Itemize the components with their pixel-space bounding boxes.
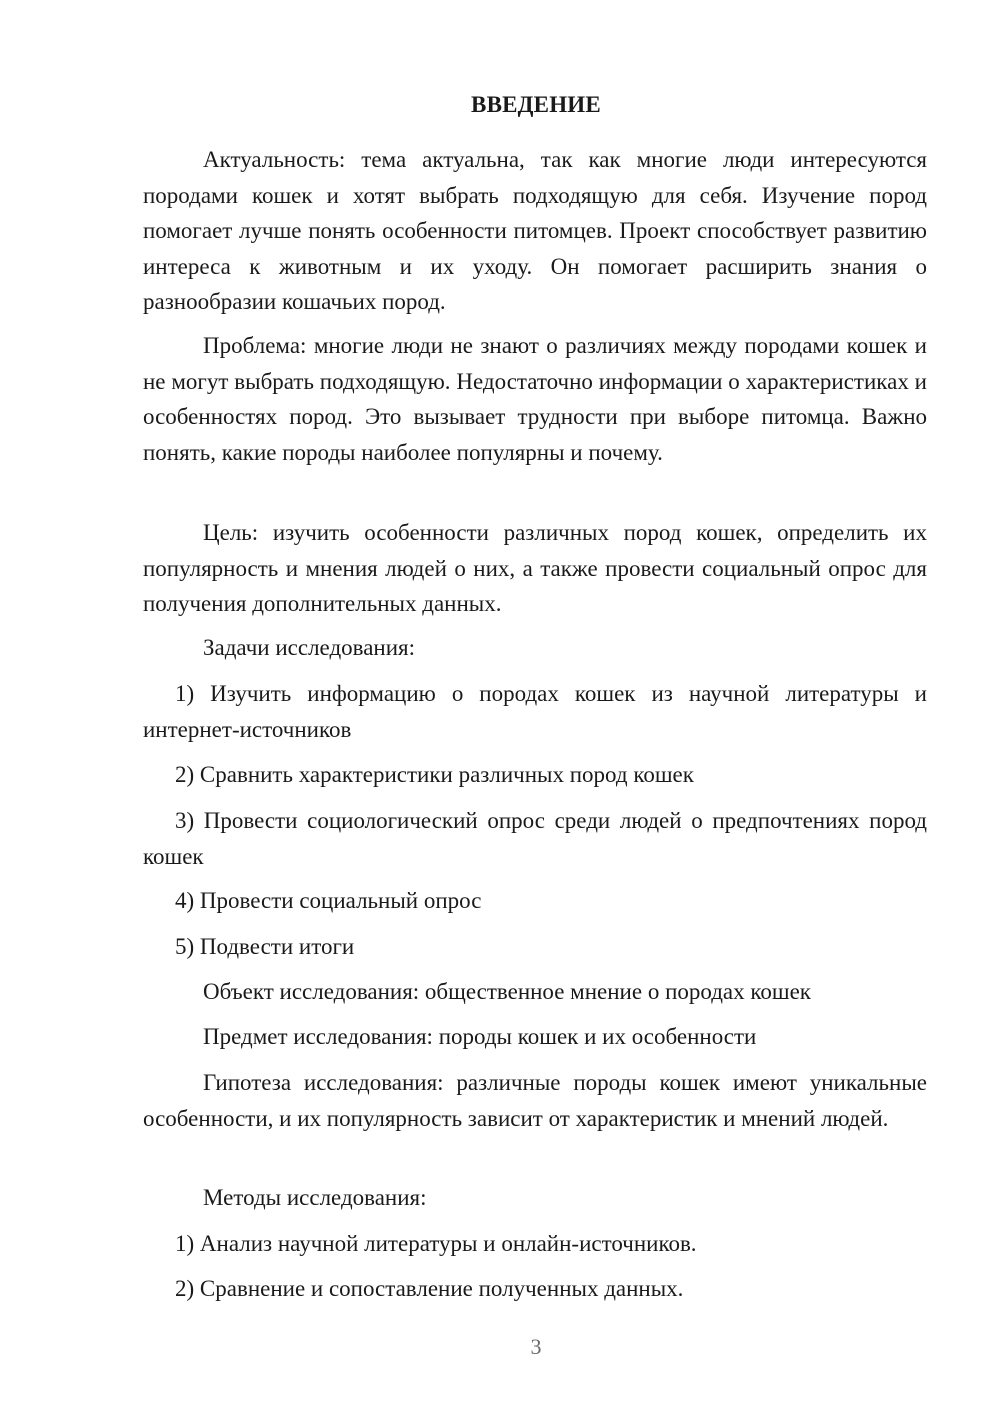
paragraph-problem: Проблема: многие люди не знают о различиях между породами кошек и не могут выбрать подходящую. Недостаточно информации о характеристиках и особенностях пород. Это вызывает трудности при выборе питомца. Важно понять, какие породы наиболее популярны и почему. [143,333,927,465]
paragraph-goal: Цель: изучить особенности различных пород кошек, определить их популярность и мнения людей о них, а также провести социальный опрос для получения дополнительных данных. [143,520,927,616]
page-number: 3 [530,1334,542,1359]
paragraph-subject: Предмет исследования: породы кошек и их особенности [203,1024,757,1049]
method-item-1: 1) Анализ научной литературы и онлайн-источников. [175,1231,697,1256]
task-item-5: 5) Подвести итоги [175,934,355,959]
paragraph-hypothesis: Гипотеза исследования: различные породы кошек имеют уникальные особенности, и их популярность зависит от характеристик и мнений людей. [143,1070,927,1131]
task-item-1: 1) Изучить информацию о породах кошек из научной литературы и интернет-источников [143,681,927,742]
paragraph-relevance: Актуальность: тема актуальна, так как многие люди интересуются породами кошек и хотят выбрать подходящую для себя. Изучение пород помогает лучше понять особенности питомцев. Проект способствует развитию интереса к животным и их уходу. Он помогает расширить знания о разнообразии кошачьих пород. [143,147,927,314]
task-item-4: 4) Провести социальный опрос [175,888,482,913]
page-title: ВВЕДЕНИЕ [471,92,601,117]
tasks-heading: Задачи исследования: [203,635,416,660]
task-item-2: 2) Сравнить характеристики различных пород кошек [175,762,694,787]
methods-heading: Методы исследования: [203,1185,427,1210]
paragraph-object: Объект исследования: общественное мнение о породах кошек [203,979,811,1004]
method-item-2: 2) Сравнение и сопоставление полученных данных. [175,1276,684,1301]
task-item-3: 3) Провести социологический опрос среди людей о предпочтениях пород кошек [143,808,927,869]
